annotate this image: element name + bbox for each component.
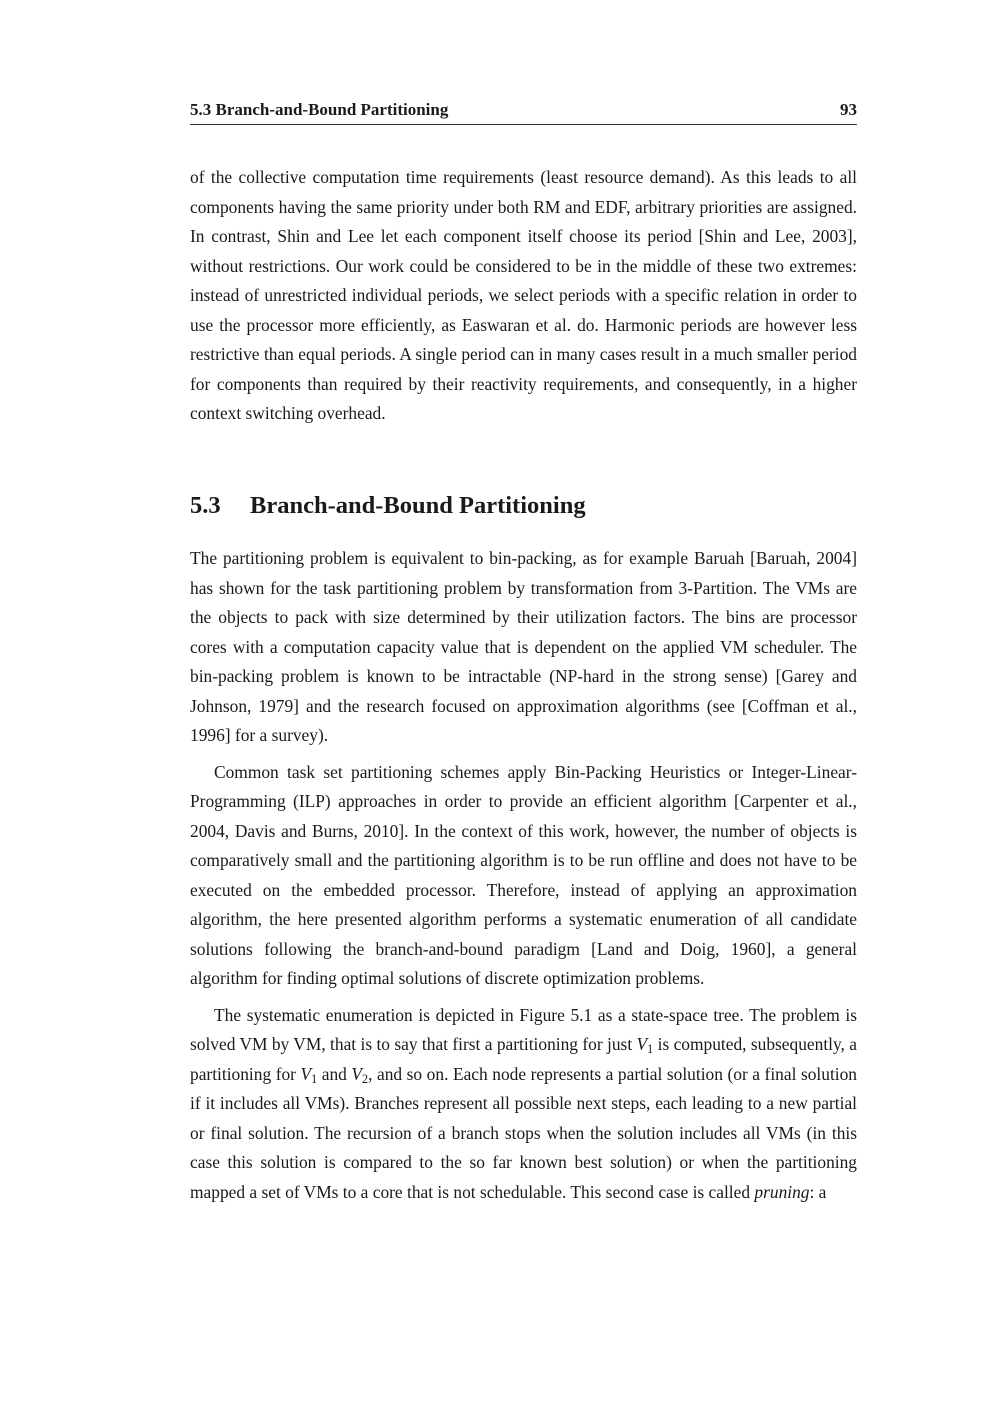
text-run: : a (809, 1181, 827, 1202)
paragraph: of the collective computation time requirements (least resource demand). As this leads to all components having the same priority under both RM and EDF, arbitrary priorities are assigned. In contrast, Shin and Lee let each component itself choose its period [Shin and Lee, 2003], without restrictions. Our work could be considered to be in the middle of these two extremes: instead of unrestricted individual periods, we select periods with a specific relation in order to use the processor more efficiently, as Easwaran et al. do. Harmonic periods are however less restrictive than equal periods. A single period can in many cases result in a much smaller period for components than required by their reactivity requirements, and consequently, in a higher context switching overhead. (190, 167, 857, 423)
paragraph: The partitioning problem is equivalent to bin-packing, as for example Baruah [Baruah, 2004] has shown for the task partitioning problem by transformation from 3-Partition. The VMs are the objects to pack with size determined by their utilization factors. The bins are processor cores with a computation capacity value that is dependent on the applied VM scheduler. The bin-packing problem is known to be intractable (NP-hard in the strong sense) [Garey and Johnson, 1979] and the research focused on approximation algorithms (see [Coffman et al., 1996] for a survey). (190, 548, 857, 745)
math-subscript: 1 (647, 1042, 654, 1057)
section-title: Branch-and-Bound Partitioning (250, 492, 586, 519)
paragraph: Common task set partitioning schemes apply Bin-Packing Heuristics or Integer-Linear-Programming (ILP) approaches in order to provide an efficient algorithm [Carpenter et al., 2004, Davis and Burns, 2010]. In the context of this work, however, the number of objects is comparatively small and the partitioning algorithm is to be run offline and does not have to be executed on the embedded processor. Therefore, instead of applying an approximation algorithm, the here presented algorithm performs a systematic enumeration of all candidate solutions following the branch-and-bound paradigm [Land and Doig, 1960], a general algorithm for finding optimal solutions of discrete optimization problems. (190, 761, 857, 988)
running-title: 5.3 Branch-and-Bound Partitioning (190, 100, 449, 119)
text-run: The systematic enumeration is depicted in Figure 5.1 as a state-space tree. The problem is solved VM by VM, that is to say that first a partitioning for just (190, 1004, 857, 1054)
emphasis: pruning (754, 1181, 810, 1202)
running-header (190, 98, 857, 125)
paragraph (190, 1001, 857, 1208)
text-run: is computed, subsequently, a partitioning for (190, 1034, 857, 1084)
section-number: 5.3 (190, 492, 221, 519)
math-variable: V (636, 1034, 648, 1054)
math-variable: V (300, 1063, 312, 1084)
math-subscript: 1 (311, 1071, 318, 1086)
text-run: and (317, 1063, 352, 1084)
section-heading (190, 492, 586, 520)
text-run: , and so on. Each node represents a partial solution (or a final solution if it includes all VMs). Branches represent all possible next steps, each leading to a new partial or final solution. The recursion of a branch stops when the solution includes all VMs (in this case this solution is compared to the so far known best solution) or when the partitioning mapped a set of VMs to a core that is not schedulable. This second case is called (190, 1063, 857, 1202)
math-variable: V (351, 1063, 363, 1084)
math-subscript: 2 (362, 1071, 369, 1086)
page-number: 93 (840, 100, 857, 119)
section-body (190, 544, 857, 1207)
continued-paragraph-block (190, 163, 857, 429)
